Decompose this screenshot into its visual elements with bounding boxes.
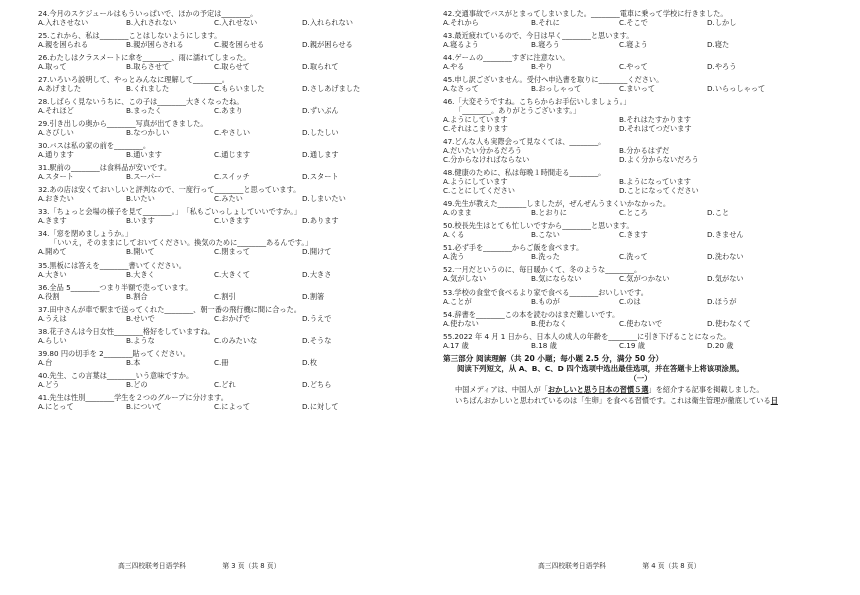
answer-option: B.スーパー [126,172,162,182]
answer-option: C.やって [619,62,648,72]
question-block [38,31,428,49]
answer-option: A.気がしない [443,274,487,284]
answer-option: D.ことになってください [619,186,699,196]
answer-option: A.入れさせない [38,18,89,27]
answer-option: C.使わないで [619,318,663,328]
answer-option: D.取られて [302,62,339,72]
answer-option: B.使わなく [531,318,567,328]
footer-right [538,560,700,570]
answer-option: D.それはてつだいます [619,124,692,134]
answer-option: A.それほど [38,106,74,116]
answer-option: C.いきます [214,216,251,226]
answer-option: A.のまま [443,208,472,218]
answer-option: A.おきたい [38,194,74,204]
answer-options [38,358,428,367]
answer-option: A.大きい [38,269,67,279]
answer-option: B.18 歳 [531,340,557,350]
question-text: 33.「ちょっと会場の様子を見て________。」 「私もごいっしょしていいですか。」 [38,207,301,217]
question-text: 45.申し訳ございません。受付へ申込書を取りに________ください。 [443,75,664,85]
answer-option: B.本 [126,357,141,367]
question-text: 38.花子さんは今日女性________格好をしていますね。 [38,326,215,336]
answer-option: D.割箸 [302,291,325,301]
answer-options [443,18,838,27]
answer-option: B.おっしゃって [531,84,582,94]
question-block [38,163,428,181]
left-column [38,9,428,415]
answer-options [443,177,838,195]
answer-option: A.スタート [38,172,74,182]
answer-option: B.ような [126,335,155,345]
answer-option: B.いたい [126,194,155,204]
question-text: 24.今月のスケジュールはもういっぱいで、ほかの予定は________。 [38,9,258,18]
answer-option: C.気がつかない [619,274,670,284]
question-text: 43.最近疲れているので、今日は早く________と思います。 [443,31,634,41]
answer-option: D.うえで [302,313,332,323]
answer-option: B.せいで [126,313,155,323]
answer-option: B.入れされない [126,18,177,27]
footer-left [118,560,280,570]
question-block [443,137,838,164]
footer-exam-name: 高三四校联考日语学科 [118,562,186,570]
question-block [443,53,838,71]
answer-options [443,341,838,350]
answer-options [443,230,838,239]
answer-option: C.まいって [619,84,656,94]
answer-options [38,336,428,345]
answer-option: A.役割 [38,291,60,301]
answer-option: B.親が困らされる [126,40,184,50]
question-text: 55.2022 年 4 月 1 日から、日本人の成人の年齢を________に引き下げることになった。 [443,331,731,341]
answer-option: C.ことにしてください [443,186,515,196]
answer-options [38,62,428,71]
answer-option: D.よく分からないだろう [619,155,699,165]
answer-options [38,402,428,411]
question-block [38,119,428,137]
question-text: 44.ゲームの________すぎに注意ない。 [443,53,570,63]
answer-option: A.通ります [38,150,74,160]
question-text: 53.学校の食堂で食べるより家で食べる________おいしいです。 [443,287,648,297]
passage-number: （一） [629,373,652,383]
answer-option: B.ものが [531,296,560,306]
answer-option: C.閉まって [214,247,251,257]
question-block [38,327,428,345]
answer-option: B.通います [126,150,162,160]
answer-options [38,247,428,256]
question-block [38,283,428,301]
question-block [38,75,428,93]
answer-option: D.きません [707,230,744,240]
question-block [443,97,838,133]
answer-option: A.ようにしています [443,177,508,187]
answer-option: C.スイッチ [214,172,250,182]
answer-options [443,274,838,283]
answer-options [38,150,428,159]
answer-option: A.どう [38,379,60,389]
answer-option: B.開いて [126,247,155,257]
question-text: 35.黒板には答えを________書いてください。 [38,260,186,270]
question-block [38,53,428,71]
answer-option: C.取らせて [214,62,250,72]
answer-option: D.さしあげました [302,84,361,94]
answer-option: A.取って [38,62,67,72]
answer-options [443,297,838,306]
question-text: 54.辞書を________この本を読むのはまだ難しいです。 [443,309,620,319]
answer-option: C.それはこまります [443,124,508,134]
question-text: 26.わたしはクラスメートに傘を________、雨に濡れてしまった。 [38,53,251,63]
question-block [38,261,428,279]
question-block [38,305,428,323]
answer-option: B.とおりに [531,208,567,218]
passage-text: 中国メディアは、中国人が「 [455,384,548,394]
question-block [443,310,838,328]
answer-option: D.寝た [707,40,730,50]
answer-option: C.のは [619,296,641,306]
question-text: 29.引き出しの奥から________写真が出てきました。 [38,119,208,129]
question-text: 42.交通事故でバスがとまってしまいました。________電車に乗って学校に行きました。 [443,9,728,18]
question-text: 36.全品 5________つまり半額で売っています。 [38,282,193,292]
answer-option: D.洗わない [707,252,744,262]
passage-emphasis: おかしいと思う日本の習慣５選 [547,384,649,394]
answer-options [38,380,428,389]
answer-option: A.ことが [443,296,472,306]
answer-option: B.やり [531,62,553,72]
answer-option: A.きます [38,216,67,226]
answer-option: A.17 歳 [443,340,469,350]
passage-text: 」を紹介する記事を掲載しました。 [648,384,764,394]
answer-option: A.さびしい [38,128,74,138]
answer-option: D.開けて [302,247,332,257]
answer-options [38,292,428,301]
answer-option: A.だいたい分かるだろう [443,146,522,156]
question-block [443,332,838,350]
answer-option: B.それに [531,18,560,27]
answer-option: B.それはたすかります [619,115,691,125]
passage-emphasis: 日 [770,395,778,405]
answer-option: D.使わなくて [707,318,751,328]
answer-option: B.分かるはずだ [619,146,670,156]
answer-options [38,106,428,115]
answer-option: B.割合 [126,291,148,301]
answer-option: A.洗う [443,252,465,262]
answer-option: C.入れせない [214,18,258,27]
answer-options [443,40,838,49]
passage-line-1 [443,384,838,395]
answer-option: C.洗って [619,252,648,262]
answer-option: A.なさって [443,84,479,94]
question-text: 32.あの店は安くておいしいと評判なので、一度行って________と思っています。 [38,185,301,195]
footer-page-number: 第 4 页（共 8 页） [642,562,701,570]
answer-option: B.寝ろう [531,40,560,50]
answer-options [443,252,838,261]
question-text: 40.先生、この言葉は________いう意味ですか。 [38,370,194,380]
answer-option: D.スタート [302,172,339,182]
question-text: 50.校長先生はとても忙しいですから________と思います。 [443,221,634,231]
right-column [443,9,838,406]
answer-option: D.20 歳 [707,340,734,350]
question-text-continued: 「いいえ，そのままにしておいてください。換気のために________あるんです。」 [50,238,313,248]
answer-options [443,62,838,71]
question-block [38,349,428,367]
section3-title: 第三部分 阅读理解（共 20 小题；每小题 2.5 分，满分 50 分） [443,353,664,363]
answer-option: B.洗った [531,252,560,262]
answer-option: D.しまいたい [302,194,346,204]
answer-option: B.います [126,216,155,226]
answer-option: B.気にならない [531,274,582,284]
answer-option: C.みたい [214,194,243,204]
answer-option: C.割引 [214,291,236,301]
question-block [443,288,838,306]
answer-option: A.くる [443,230,465,240]
answer-option: A.親を困られる [38,40,89,50]
answer-options [38,314,428,323]
question-block [443,221,838,239]
answer-option: D.入れられない [302,18,353,27]
answer-options [38,128,428,137]
answer-option: A.やる [443,62,465,72]
answer-option: A.寝るよう [443,40,479,50]
answer-option: D.枚 [302,357,318,367]
answer-options [443,146,838,164]
passage-line-2 [443,395,838,406]
answer-options [38,194,428,203]
answer-option: D.やろう [707,62,737,72]
question-block [38,185,428,203]
answer-option: A.あげました [38,84,82,94]
answer-option: C.寝よう [619,40,648,50]
answer-options [38,216,428,225]
answer-options [38,84,428,93]
answer-option: D.あります [302,216,339,226]
answer-option: D.に対して [302,401,339,411]
answer-option: D.したしい [302,128,339,138]
answer-options [443,115,838,133]
question-text: 31.駅前の________は食料品が安いです。 [38,163,172,173]
answer-option: A.開めて [38,247,67,257]
answer-option: C.ところ [619,208,648,218]
answer-option: D.こと [707,208,730,218]
answer-option: D.ずいぶん [302,106,339,116]
question-text: 51.必ず手を________からご飯を食べます。 [443,243,584,253]
answer-option: B.ようになっています [619,177,691,187]
question-text: 37.田中さんが車で駅まで送ってくれた________、朝一番の飛行機に間に合った。 [38,304,301,314]
question-text: 46.「大変そうですね。こちらからお手伝いしましょう。」 [443,97,631,107]
question-block [38,393,428,411]
answer-options [38,172,428,181]
answer-option: B.について [126,401,162,411]
answer-option: B.大きく [126,269,155,279]
question-text: 48.健康のために、私は毎晩１時間走る________。 [443,168,606,178]
answer-option: D.親が困らせる [302,40,353,50]
question-block [38,229,428,256]
question-text: 52.一月だというのに、毎日暖かくて、冬のような________。 [443,265,642,275]
question-text: 34.「窓を閉めましょうか。」 [38,229,133,239]
answer-option: D.いらっしゃって [707,84,766,94]
question-block [443,31,838,49]
question-text: 41.先生は性別________学生を２つのグループに分けます。 [38,392,228,402]
answer-option: C.通じます [214,150,251,160]
question-text: 28.しばらく見ないうちに、この子は________大きくなったね。 [38,97,244,107]
answer-option: A.台 [38,357,53,367]
answer-option: C.どれ [214,379,236,389]
answer-option: C.親を困らせる [214,40,265,50]
question-text-continued: 「________。ありがとうございます。」 [455,106,581,116]
section3-instruction: 阅读下列短文，从 A、B、C、D 四个选项中选出最佳选项，并在答题卡上将该项涂黑。 [457,363,744,373]
answer-options [443,208,838,217]
answer-option: C.もらいました [214,84,265,94]
answer-options [38,40,428,49]
question-block [443,168,838,195]
answer-option: C.19 歳 [619,340,645,350]
question-block [443,265,838,283]
answer-option: C.大きくて [214,269,251,279]
answer-options [38,18,428,27]
answer-option: B.なつかしい [126,128,170,138]
answer-option: C.やさしい [214,128,251,138]
footer-exam-name: 高三四校联考日语学科 [538,562,606,570]
question-block [38,141,428,159]
answer-option: C.そこで [619,18,648,27]
answer-option: B.どの [126,379,148,389]
question-block [443,75,838,93]
question-block [443,199,838,217]
question-block [38,207,428,225]
answer-option: C.きます [619,230,648,240]
answer-option: D.通します [302,150,339,160]
answer-options [443,84,838,93]
passage-text: いちばんおかしいと思われているのは「生卵」を食べる習慣です。これは衛生管理が徹底している [455,395,771,405]
question-block [38,9,428,27]
answer-option: D.しかし [707,18,737,27]
section3 [443,354,838,406]
answer-option: B.取らさせて [126,62,170,72]
answer-option: D.大きさ [302,269,332,279]
answer-option: B.くれました [126,84,170,94]
answer-option: D.どちら [302,379,332,389]
right-question-list [443,9,838,350]
question-block [38,97,428,115]
question-text: 30.バスは私の家の前を________。 [38,141,151,151]
answer-option: D.気がない [707,274,744,284]
answer-option: D.ほうが [707,296,737,306]
answer-option: A.らしい [38,335,67,345]
question-text: 49.先生が教えた________しましたが，ぜんぜんうまくいかなかった。 [443,199,671,209]
answer-option: C.のみたいな [214,335,258,345]
answer-option: A.使わない [443,318,479,328]
answer-option: A.ようにしています [443,115,508,125]
answer-option: C.冊 [214,357,229,367]
answer-option: B.まったく [126,106,162,116]
question-block [38,371,428,389]
answer-option: C.分からなければならない [443,155,530,165]
answer-option: A.にとって [38,401,74,411]
question-block [443,9,838,27]
answer-options [38,270,428,279]
answer-option: A.うえは [38,313,67,323]
answer-option: C.あまり [214,106,243,116]
question-text: 27.いろいろ説明して、やっとみんなに理解して________。 [38,75,229,85]
question-text: 47.どんな人も実際会って見なくては、________。 [443,137,606,147]
answer-option: C.によって [214,401,251,411]
question-block [443,243,838,261]
answer-options [443,319,838,328]
answer-option: B.こない [531,230,560,240]
question-text: 25.これから、私は________ことはしないようにします。 [38,31,222,41]
question-text: 39.80 円の切手を 2________貼ってください。 [38,348,190,358]
answer-option: A.それから [443,18,479,27]
answer-option: C.おかげで [214,313,251,323]
footer-page-number: 第 3 页（共 8 页） [222,562,281,570]
answer-option: D.そうな [302,335,332,345]
